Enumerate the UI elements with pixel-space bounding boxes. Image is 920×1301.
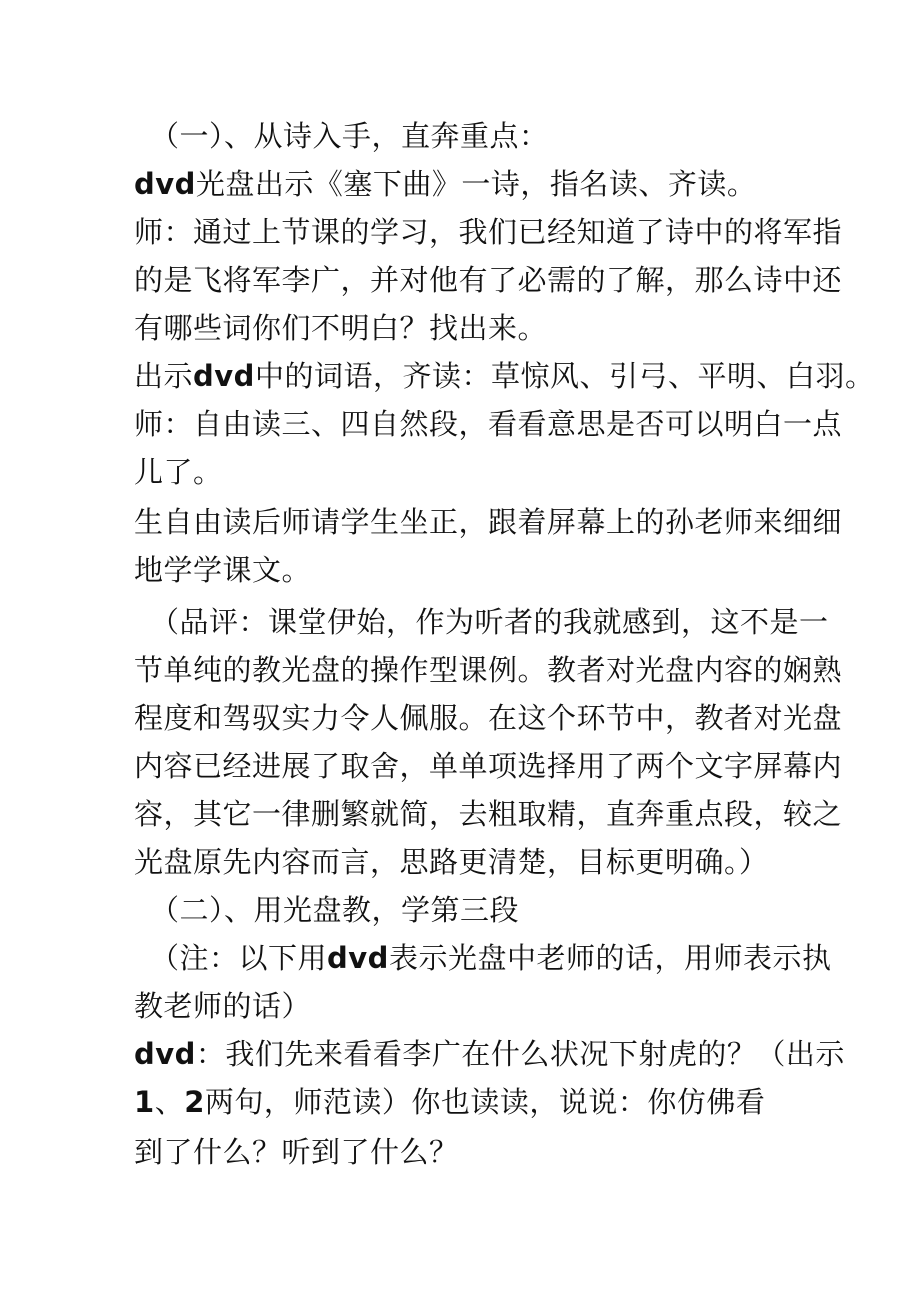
text-run: 出示 — [134, 359, 194, 393]
text-run: （注：以下用 — [150, 941, 328, 975]
dvd-term: dvd — [327, 941, 389, 975]
text-run: ：我们先来看看李广在什么状况下射虎的？（出示 — [195, 1037, 845, 1071]
paragraph-line: 师：通过上节课的学习，我们已经知道了诗中的将军指 — [134, 215, 843, 249]
note-line — [150, 940, 832, 976]
section-heading-1: （一）、从诗入手，直奔重点： — [150, 119, 549, 153]
dialogue-line — [134, 1084, 794, 1120]
paragraph-line: 地学学课文。 — [134, 553, 312, 587]
text-run: 光盘出示《塞下曲》一诗，指名读、齐读。 — [195, 167, 757, 201]
text-run: 表示光盘中老师的话，用师表示执 — [388, 941, 832, 975]
dvd-term: dvd — [134, 167, 196, 201]
paragraph-line: 生自由读后师请学生坐正，跟着屏幕上的孙老师来细细 — [134, 505, 843, 539]
paragraph-line: 有哪些词你们不明白？找出来。 — [134, 311, 548, 345]
paragraph-line — [134, 166, 794, 202]
commentary-line: 程度和驾驭实力令人佩服。在这个环节中，教者对光盘 — [134, 701, 843, 735]
commentary-line: 光盘原先内容而言，思路更清楚，目标更明确。） — [134, 845, 769, 879]
commentary-line: 内容已经进展了取舍，单单项选择用了两个文字屏幕内 — [134, 749, 843, 783]
dialogue-line — [134, 1036, 845, 1072]
paragraph-line: 师：自由读三、四自然段，看看意思是否可以明白一点 — [134, 407, 843, 441]
sentence-number: 1 — [134, 1085, 155, 1119]
dvd-term: dvd — [134, 1037, 196, 1071]
commentary-line: （品评：课堂伊始，作为听者的我就感到，这不是一 — [150, 605, 829, 639]
section-heading-2: （二）、用光盘教，学第三段 — [150, 893, 520, 927]
dvd-term: dvd — [193, 359, 255, 393]
text-run: 中的词语，齐读：草惊风、引弓、平明、白羽。 — [254, 359, 875, 393]
text-run: 两句，师范读）你也读读，说说：你仿佛看 — [204, 1085, 766, 1119]
note-line: 教老师的话） — [134, 989, 312, 1023]
dialogue-line: 到了什么？听到了什么？ — [134, 1135, 459, 1169]
paragraph-line: 儿了。 — [134, 455, 223, 489]
commentary-line: 容，其它一律删繁就简，去粗取精，直奔重点段，较之 — [134, 797, 843, 831]
text-run: 、 — [154, 1085, 185, 1119]
sentence-number: 2 — [184, 1085, 205, 1119]
paragraph-line — [134, 358, 875, 394]
paragraph-line: 的是飞将军李广，并对他有了必需的了解，那么诗中还 — [134, 263, 843, 297]
commentary-line: 节单纯的教光盘的操作型课例。教者对光盘内容的娴熟 — [134, 653, 843, 687]
